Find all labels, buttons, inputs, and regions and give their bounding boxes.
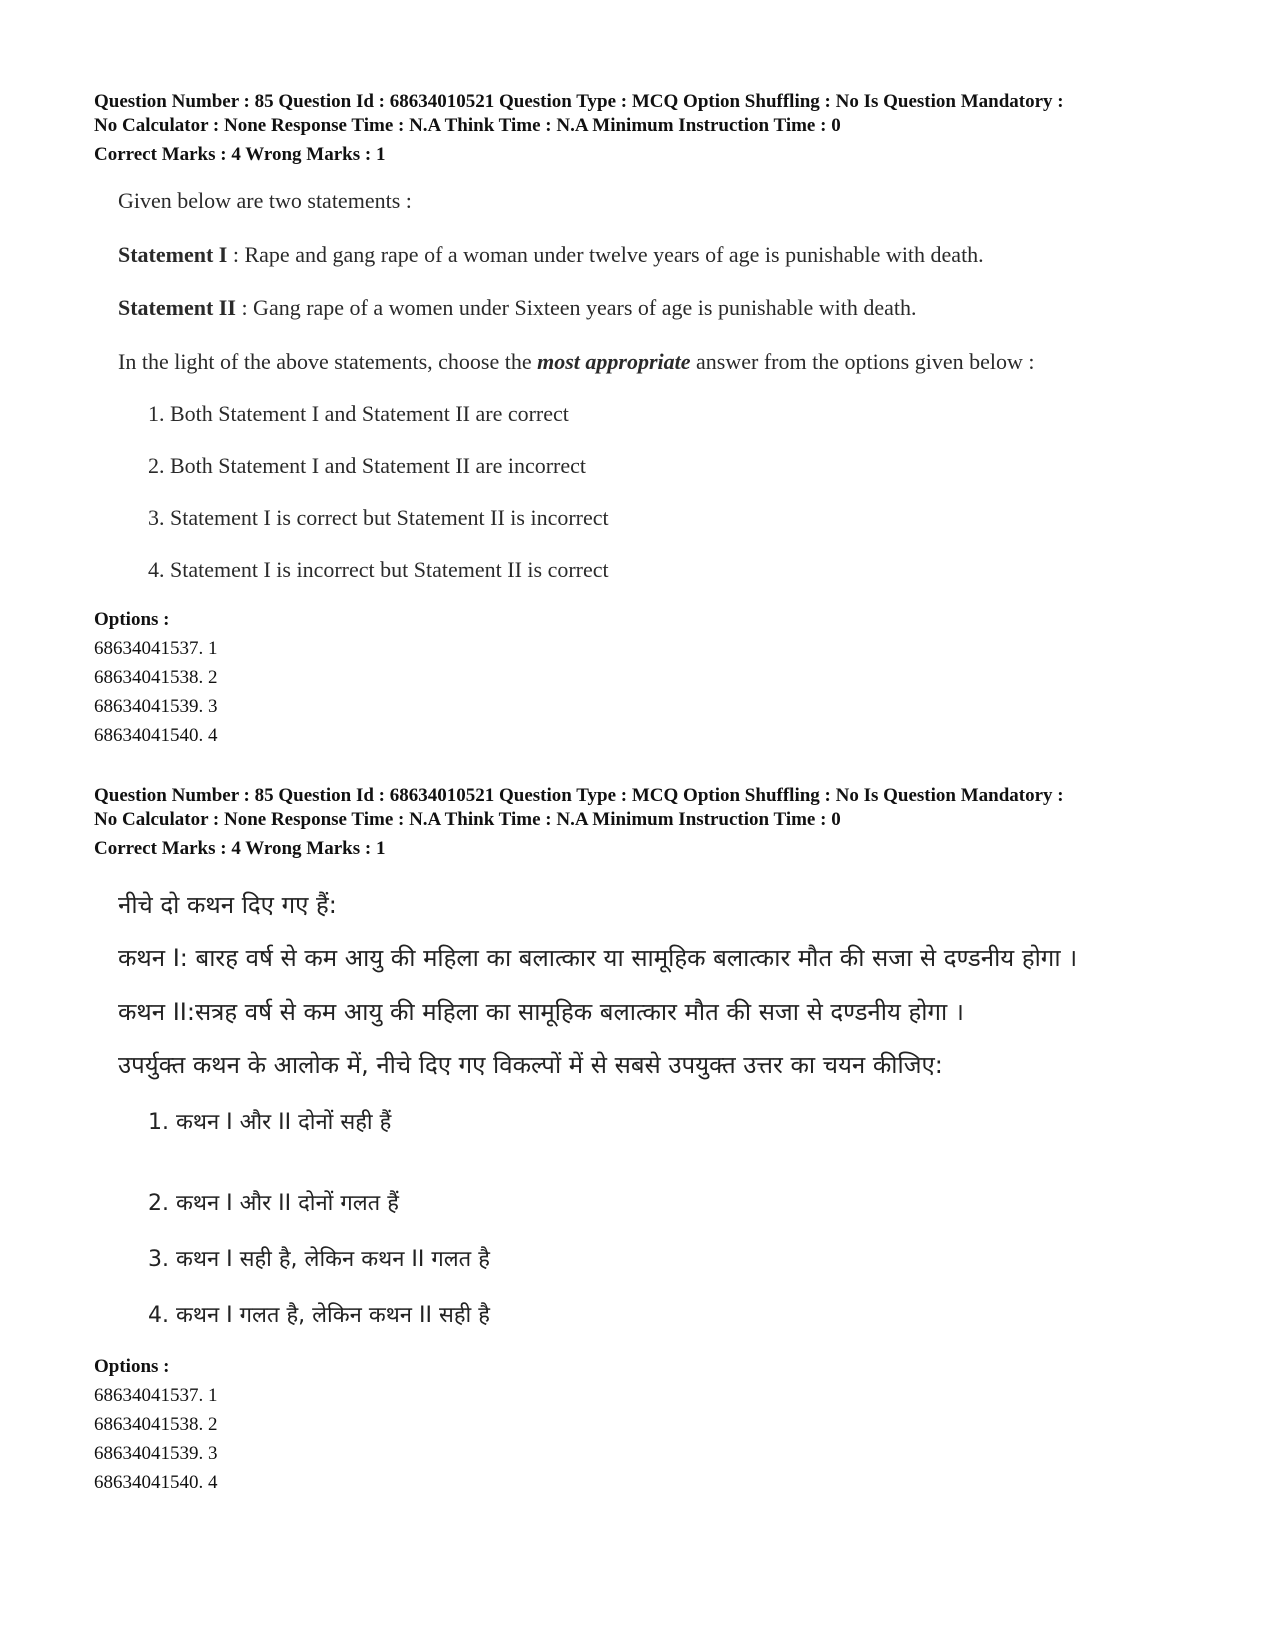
choice-4: 4. Statement I is incorrect but Statement II is correct	[148, 557, 609, 582]
choice-4: 4. कथन I गलत है, लेकिन कथन II सही है	[148, 1303, 490, 1328]
option-item: 68634041537. 1	[94, 1385, 218, 1406]
statement-2-text: : Gang rape of a women under Sixteen years of age is punishable with death.	[235, 295, 917, 320]
choice-1: 1. कथन I और II दोनों सही हैं	[148, 1110, 392, 1135]
options-label: Options :	[94, 1356, 170, 1377]
option-item: 68634041539. 3	[94, 696, 218, 717]
statement-2	[118, 295, 917, 321]
question-prompt	[118, 349, 1035, 375]
question-marks: Correct Marks : 4 Wrong Marks : 1	[94, 838, 386, 859]
statement-1-label: Statement I	[118, 242, 228, 267]
statement-2: कथन II:सत्रह वर्ष से कम आयु की महिला का सामूहिक बलात्कार मौत की सजा से दण्डनीय होगा ।	[118, 998, 964, 1026]
prompt-text-post: answer from the options given below :	[690, 349, 1035, 374]
option-item: 68634041538. 2	[94, 667, 218, 688]
statement-1	[118, 242, 984, 268]
option-item: 68634041539. 3	[94, 1443, 218, 1464]
choice-3: 3. Statement I is correct but Statement II is incorrect	[148, 505, 609, 530]
question-meta-line2: No Calculator : None Response Time : N.A Think Time : N.A Minimum Instruction Time : 0	[94, 115, 841, 136]
options-list-2	[94, 1352, 218, 1497]
statement-1-text: : Rape and gang rape of a woman under twelve years of age is punishable with death.	[227, 242, 984, 267]
option-item: 68634041540. 4	[94, 725, 218, 746]
question-intro: नीचे दो कथन दिए गए हैं:	[118, 891, 337, 919]
options-list-1	[94, 605, 218, 750]
choice-2: 2. कथन I और II दोनों गलत हैं	[148, 1191, 399, 1216]
statement-2-label: Statement II	[118, 295, 236, 320]
prompt-text-pre: In the light of the above statements, choose the	[118, 349, 538, 374]
choice-1: 1. Both Statement I and Statement II are correct	[148, 401, 569, 426]
option-item: 68634041540. 4	[94, 1472, 218, 1493]
option-item: 68634041537. 1	[94, 638, 218, 659]
question-meta-line2: No Calculator : None Response Time : N.A Think Time : N.A Minimum Instruction Time : 0	[94, 809, 841, 830]
statement-1: कथन I: बारह वर्ष से कम आयु की महिला का बलात्कार या सामूहिक बलात्कार मौत की सजा से दण्डनीय होगा ।	[118, 944, 1078, 972]
question-intro: Given below are two statements :	[118, 188, 412, 213]
choice-2: 2. Both Statement I and Statement II are incorrect	[148, 453, 587, 478]
question-header-1	[94, 90, 1214, 167]
question-marks: Correct Marks : 4 Wrong Marks : 1	[94, 144, 386, 165]
question-meta-line1: Question Number : 85 Question Id : 68634010521 Question Type : MCQ Option Shuffling : No Is Question Mandatory :	[94, 785, 1064, 806]
prompt-emphasis: most appropriate	[537, 349, 691, 374]
choice-3: 3. कथन I सही है, लेकिन कथन II गलत है	[148, 1247, 490, 1272]
options-label: Options :	[94, 609, 170, 630]
question-prompt: उपर्युक्त कथन के आलोक में, नीचे दिए गए विकल्पों में से सबसे उपयुक्त उत्तर का चयन कीजिए:	[118, 1051, 943, 1079]
question-meta-line1: Question Number : 85 Question Id : 68634010521 Question Type : MCQ Option Shuffling : No Is Question Mandatory :	[94, 91, 1064, 112]
option-item: 68634041538. 2	[94, 1414, 218, 1435]
question-header-2	[94, 784, 1214, 861]
